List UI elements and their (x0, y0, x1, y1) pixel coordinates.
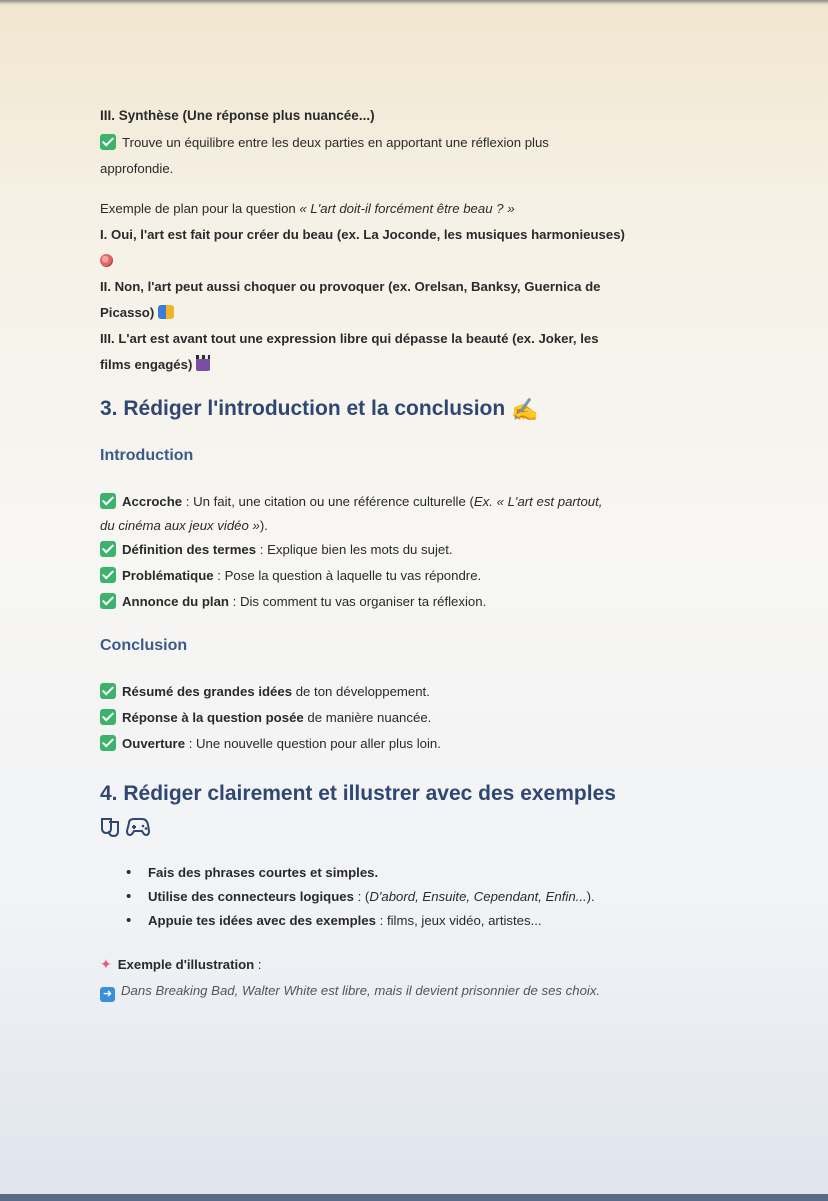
plan-intro: Exemple de plan pour la question « L'art doit-il forcément être beau ? » (100, 201, 515, 216)
illustration-heading: ✦ Exemple d'illustration : (100, 956, 262, 972)
list-item: • Utilise des connecteurs logiques : (D'abord, Ensuite, Cependant, Enfin...). (126, 885, 740, 909)
clapper-board-icon (196, 358, 210, 371)
list-item: • Fais des phrases courtes et simples. (126, 861, 740, 885)
introduction-heading: Introduction (100, 447, 194, 464)
list-item: Ouverture : Une nouvelle question pour aller plus loin. (100, 731, 740, 757)
bottom-bar (0, 1194, 828, 1201)
list-item: Définition des termes : Explique bien les mots du sujet. (100, 537, 740, 563)
synthese-line-2: approfondie. (100, 161, 174, 176)
document-page (100, 104, 740, 1004)
plan-part-1-icon-line (100, 248, 740, 274)
synthese-title: III. Synthèse (Une réponse plus nuancée...) (100, 108, 375, 123)
introduction-list (100, 489, 740, 615)
check-icon (100, 683, 116, 699)
plan-part-2-cont: Picasso) (100, 300, 740, 326)
sparkle-icon: ✦ (100, 956, 112, 972)
list-item: Accroche : Un fait, une citation ou une référence culturelle (Ex. « L'art est partout, (100, 489, 740, 515)
check-icon (100, 593, 116, 609)
gamepad-icon (100, 815, 152, 837)
list-item: Réponse à la question posée de manière nuancée. (100, 705, 740, 731)
section-3-title: 3. Rédiger l'introduction et la conclusion ✍ (100, 397, 539, 422)
illustration-example: ➜ Dans Breaking Bad, Walter White est libre, mais il devient prisonnier de ses choix. (100, 978, 740, 1004)
tips-list (100, 861, 740, 933)
plan-part-3: III. L'art est avant tout une expression libre qui dépasse la beauté (ex. Joker, les (100, 331, 599, 346)
list-item: Résumé des grandes idées de ton développement. (100, 679, 740, 705)
top-shadow (0, 0, 828, 6)
synthese-line: Trouve un équilibre entre les deux parties en apportant une réflexion plus (100, 130, 740, 156)
check-icon (100, 134, 116, 150)
list-item: Problématique : Pose la question à laquelle tu vas répondre. (100, 563, 740, 589)
writing-hand-icon: ✍ (511, 397, 539, 422)
list-item: • Appuie tes idées avec des exemples : films, jeux vidéo, artistes... (126, 909, 740, 933)
section-4-icons (100, 815, 740, 839)
right-arrow-icon: ➜ (100, 987, 115, 1002)
list-item-cont: du cinéma aux jeux vidéo »). (100, 518, 268, 533)
check-icon (100, 709, 116, 725)
conclusion-list (100, 679, 740, 757)
theater-masks-icon (158, 305, 174, 319)
plan-part-1: I. Oui, l'art est fait pour créer du beau (ex. La Joconde, les musiques harmonieuses) (100, 227, 625, 242)
plan-part-3-cont: films engagés) (100, 352, 740, 378)
check-icon (100, 735, 116, 751)
section-4-title: 4. Rédiger clairement et illustrer avec des exemples (100, 782, 616, 805)
check-icon (100, 567, 116, 583)
check-icon (100, 541, 116, 557)
palette-icon (100, 254, 113, 267)
check-icon (100, 493, 116, 509)
conclusion-heading: Conclusion (100, 637, 188, 654)
plan-part-2: II. Non, l'art peut aussi choquer ou provoquer (ex. Orelsan, Banksy, Guernica de (100, 279, 601, 294)
list-item: Annonce du plan : Dis comment tu vas organiser ta réflexion. (100, 589, 740, 615)
